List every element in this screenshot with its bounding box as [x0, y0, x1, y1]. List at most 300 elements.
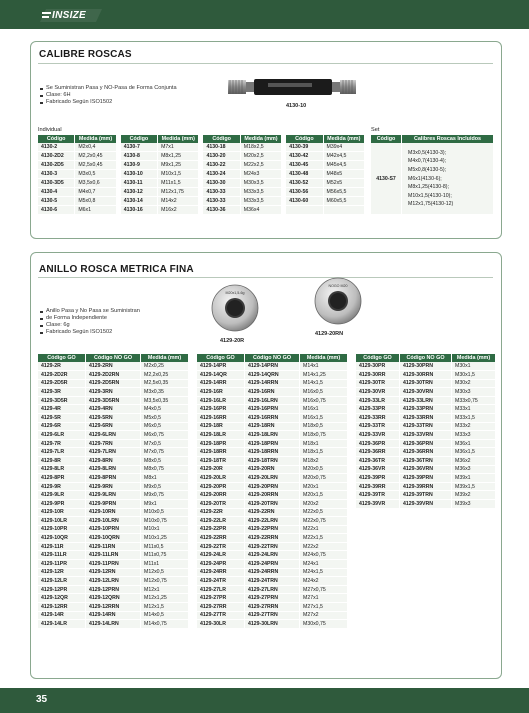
- table-row: [356, 500, 496, 509]
- cell-size: M18x1: [300, 440, 348, 449]
- table-row: [38, 197, 365, 206]
- table-row: [38, 380, 189, 389]
- ring-go-caption: 4129-20R: [220, 338, 245, 344]
- table-row: [38, 188, 365, 197]
- cell-code-go: 4129-36TR: [356, 457, 400, 466]
- col-header: Código: [371, 135, 402, 143]
- cell-size: M48x5: [324, 170, 365, 179]
- individual-label: Individual: [38, 127, 62, 133]
- cell-code: 4130-3: [38, 170, 75, 179]
- cell-code-go: 4129-33TR: [356, 423, 400, 432]
- cell-code-go: 4129-10QR: [38, 534, 86, 543]
- page-number: 35: [36, 694, 48, 705]
- cell-size: M22x2: [300, 543, 348, 552]
- cell-size: M18x2,5: [241, 143, 282, 152]
- bullet: Clase: 6g: [40, 322, 140, 329]
- cell-size: M4x0,5: [141, 405, 189, 414]
- cell-code-go: 4129-7R: [38, 440, 86, 449]
- cell-size: M22x2,5: [241, 161, 282, 170]
- cell-code-nogo: 4129-3RN: [86, 388, 141, 397]
- cell-size: M27x2: [300, 612, 348, 621]
- cell-code-go: 4129-20PR: [197, 483, 245, 492]
- cell-code-go: 4129-33LR: [356, 397, 400, 406]
- cell-code-nogo: 4129-36VRN: [400, 466, 452, 475]
- table-row: [197, 466, 348, 475]
- cell-size: M9x0,5: [141, 483, 189, 492]
- table-row: [38, 206, 365, 215]
- table-row: [38, 560, 189, 569]
- cell-code-go: 4129-2D2R: [38, 371, 86, 380]
- cell-size: M39x1: [452, 474, 496, 483]
- cell-code-nogo: 4129-6RN: [86, 423, 141, 432]
- set-item: M3x0,5(4130-3);: [408, 149, 447, 156]
- cell-code-go: 4129-33VR: [356, 431, 400, 440]
- section2-rule: [38, 277, 493, 278]
- col-header: Medida (mm): [158, 135, 199, 143]
- cell-code: 4130-24: [203, 170, 240, 179]
- cell-code: 4130-9: [121, 161, 158, 170]
- cell-code: 4130-3D5: [38, 179, 75, 188]
- table-row: [356, 405, 496, 414]
- cell-code: 4130-36: [203, 206, 240, 215]
- cell-code: 4130-18: [203, 143, 240, 152]
- cell-size: M36x4: [241, 206, 282, 215]
- table-row: [38, 371, 189, 380]
- cell-size: M16x0,75: [300, 397, 348, 406]
- cell-code-nogo: 4129-10RN: [86, 509, 141, 518]
- cell-code-nogo: 4129-2RN: [86, 362, 141, 371]
- cell-size: M14x1: [300, 362, 348, 371]
- table-row: [197, 586, 348, 595]
- plug-gauge-caption: 4130-10: [286, 103, 307, 109]
- cell-code-go: 4129-18R: [197, 423, 245, 432]
- set-item: M5x0,8(4130-5);: [408, 167, 447, 174]
- cell-size: M36x2: [452, 457, 496, 466]
- table-row: [197, 371, 348, 380]
- ring-nogo-caption: 4129-20RN: [315, 331, 344, 337]
- cell-code: 4130-8: [121, 152, 158, 161]
- table-row: [38, 612, 189, 621]
- cell-code-nogo: 4129-30RRN: [400, 371, 452, 380]
- table-row: [38, 474, 189, 483]
- cell-code-go: 4129-30VR: [356, 388, 400, 397]
- cell-size: M33x1: [452, 405, 496, 414]
- cell-size: M20x1: [300, 483, 348, 492]
- col-header: Medida (mm): [241, 135, 282, 143]
- col-header: Código NO GO: [400, 354, 452, 362]
- col-header: Calibres Roscas Incluidos: [402, 135, 494, 143]
- cell-code: 4130-2D5: [38, 161, 75, 170]
- col-header: Código GO: [356, 354, 400, 362]
- section1-rule: [38, 63, 493, 64]
- table-row: [356, 440, 496, 449]
- cell-code-nogo: 4129-24PRN: [245, 560, 300, 569]
- col-header: Medida (mm): [300, 354, 348, 362]
- cell-code-nogo: 4129-33VRN: [400, 431, 452, 440]
- table-row: [197, 560, 348, 569]
- table-row: [38, 594, 189, 603]
- cell-code-go: 4129-36RR: [356, 448, 400, 457]
- cell-size: M33x3: [452, 431, 496, 440]
- cell-code-go: 4129-14QR: [197, 371, 245, 380]
- cell-code-go: 4129-8LR: [38, 466, 86, 475]
- cell-size: M14x0,75: [141, 620, 189, 629]
- cell-size: M39x2: [452, 491, 496, 500]
- cell-code: 4130-12: [121, 188, 158, 197]
- cell-code-go: 4129-30TR: [356, 380, 400, 389]
- cell-size: M36x1: [452, 440, 496, 449]
- table-row: [197, 405, 348, 414]
- cell-code-go: 4129-10R: [38, 509, 86, 518]
- table-row: [197, 380, 348, 389]
- table-row: [197, 517, 348, 526]
- cell-code-go: 4129-11PR: [38, 560, 86, 569]
- cell-size: M33x0,75: [452, 397, 496, 406]
- cell-code-go: 4129-20R: [197, 466, 245, 475]
- cell-code-go: 4129-22RR: [197, 534, 245, 543]
- cell-code-nogo: 4129-36RRN: [400, 448, 452, 457]
- cell-code-nogo: 4129-6LRN: [86, 431, 141, 440]
- cell-code-go: 4129-24RR: [197, 569, 245, 578]
- cell-size: M16x0,5: [300, 388, 348, 397]
- cell-code: 4130-30: [203, 179, 240, 188]
- cell-size: M22x1,5: [300, 534, 348, 543]
- cell-code-go: 4129-22R: [197, 509, 245, 518]
- cell-size: M10x0,5: [141, 509, 189, 518]
- cell-code-go: 4129-11LR: [38, 551, 86, 560]
- cell-code: 4130-33: [203, 188, 240, 197]
- cell-code-go: 4129-18LR: [197, 431, 245, 440]
- cell-size: M16x1: [300, 405, 348, 414]
- cell-code-go: 4129-27RR: [197, 603, 245, 612]
- cell-code-nogo: 4129-30PRN: [400, 362, 452, 371]
- cell-code: 4130-5: [38, 197, 75, 206]
- cell-code-nogo: 4129-11RN: [86, 543, 141, 552]
- cell-code-nogo: 4129-24TRN: [245, 577, 300, 586]
- table-row: [38, 517, 189, 526]
- cell-code-go: 4129-18TR: [197, 457, 245, 466]
- cell-code: 4130-16: [121, 206, 158, 215]
- cell-size: M10x1,5: [158, 170, 199, 179]
- table-row: [197, 594, 348, 603]
- table-row: [356, 380, 496, 389]
- cell-size: M27x1,5: [300, 603, 348, 612]
- cell-code-nogo: 4129-16RRN: [245, 414, 300, 423]
- cell-code-nogo: 4129-2D5RN: [86, 380, 141, 389]
- cell-code-go: 4129-33RR: [356, 414, 400, 423]
- set-item: M12x1,75(4130-12): [408, 201, 454, 208]
- cell-size: M7x0,5: [141, 440, 189, 449]
- table-row: [356, 466, 496, 475]
- cell-code: 4130-11: [121, 179, 158, 188]
- cell-code-go: 4129-30RR: [356, 371, 400, 380]
- cell-code-go: 4129-14RR: [197, 380, 245, 389]
- cell-size: M30x3: [452, 388, 496, 397]
- section2-title: ANILLO ROSCA METRICA FINA: [39, 264, 194, 275]
- table-row: [197, 440, 348, 449]
- cell-code-nogo: 4129-22PRN: [245, 526, 300, 535]
- cell-code-go: 4129-16PR: [197, 405, 245, 414]
- cell-code-go: 4129-14LR: [38, 620, 86, 629]
- cell-code: 4130-42: [286, 152, 323, 161]
- table-row: [38, 534, 189, 543]
- cell-code-nogo: 4129-33RRN: [400, 414, 452, 423]
- cell-code-go: 4129-27PR: [197, 594, 245, 603]
- cell-code-go: 4129-18RR: [197, 448, 245, 457]
- cell-code: 4130-2: [38, 143, 75, 152]
- cell-code-nogo: 4129-10QRN: [86, 534, 141, 543]
- cell-code-go: 4129-3R: [38, 388, 86, 397]
- bullet: Se Suministran Pasa y NO-Pasa de Forma Conjunta: [40, 85, 177, 92]
- set-item: M6x1(4130-6);: [408, 175, 442, 182]
- set-item: M4x0,7(4130-4);: [408, 158, 447, 165]
- section1-title: CALIBRE ROSCAS: [39, 49, 132, 60]
- cell-size: M4x0,7: [75, 188, 116, 197]
- cell-code-go: 4129-8PR: [38, 474, 86, 483]
- ring-gauge-go-image: [210, 283, 260, 333]
- cell-code-go: 4129-33PR: [356, 405, 400, 414]
- table-row: [38, 509, 189, 518]
- cell-code-nogo: 4129-10LRN: [86, 517, 141, 526]
- cell-size: M9x1: [141, 500, 189, 509]
- cell-size: M8x0,75: [141, 466, 189, 475]
- cell-size: M18x0,75: [300, 431, 348, 440]
- cell-size: M33x3,5: [241, 197, 282, 206]
- cell-code: 4130-10: [121, 170, 158, 179]
- cell-size: M2,2x0,25: [141, 371, 189, 380]
- table-row: [356, 371, 496, 380]
- cell-code-nogo: 4129-39TRN: [400, 491, 452, 500]
- table-row: [38, 569, 189, 578]
- cell-code-go: 4129-30PR: [356, 362, 400, 371]
- cell-code-go: 4129-3D5R: [38, 397, 86, 406]
- set-item: M8x1,25(4130-8);: [408, 184, 449, 191]
- col-header: Código GO: [38, 354, 86, 362]
- cell-code-go: 4129-24LR: [197, 551, 245, 560]
- cell-size: M24x0,75: [300, 551, 348, 560]
- cell-size: M18x2: [300, 457, 348, 466]
- cell-code-nogo: 4129-18RN: [245, 423, 300, 432]
- table-row: [356, 431, 496, 440]
- cell-size: M30x2: [452, 380, 496, 389]
- cell-size: M9x1,25: [158, 161, 199, 170]
- cell-size: M39x3: [452, 500, 496, 509]
- table-row: [38, 500, 189, 509]
- table-row: [197, 414, 348, 423]
- cell-size: M52x5: [324, 179, 365, 188]
- table-row: [38, 543, 189, 552]
- cell-code-nogo: 4129-36TRN: [400, 457, 452, 466]
- cell-size: M16x2: [158, 206, 199, 215]
- cell-size: M7x0,75: [141, 448, 189, 457]
- ring-table-col3: [356, 354, 496, 509]
- cell-size: M24x1,5: [300, 569, 348, 578]
- table-row: [197, 620, 348, 629]
- table-row: [38, 405, 189, 414]
- cell-code-nogo: 4129-12RN: [86, 569, 141, 578]
- cell-code-nogo: 4129-10PRN: [86, 526, 141, 535]
- cell-size: M20x2,5: [241, 152, 282, 161]
- cell-code-nogo: 4129-9RN: [86, 483, 141, 492]
- cell-size: M30x0,75: [300, 620, 348, 629]
- cell-code-nogo: 4129-39RRN: [400, 483, 452, 492]
- cell-size: M8x1: [141, 474, 189, 483]
- cell-code-nogo: 4129-18TRN: [245, 457, 300, 466]
- table-row: [197, 569, 348, 578]
- cell-size: M39x1,5: [452, 483, 496, 492]
- cell-size: M10x1: [141, 526, 189, 535]
- cell-code: 4130-39: [286, 143, 323, 152]
- cell-size: M9x0,75: [141, 491, 189, 500]
- cell-code-nogo: 4129-14RRN: [245, 380, 300, 389]
- cell-code-go: 4129-27LR: [197, 586, 245, 595]
- cell-code-nogo: 4129-11LRN: [86, 551, 141, 560]
- set-label: Set: [371, 127, 380, 133]
- ring-table-col1: [38, 354, 189, 629]
- table-row: [38, 586, 189, 595]
- table-row: [197, 612, 348, 621]
- col-header: Código: [121, 135, 158, 143]
- cell-code: 4130-6: [38, 206, 75, 215]
- cell-size: M12x1,25: [141, 594, 189, 603]
- cell-code-nogo: 4129-8RN: [86, 457, 141, 466]
- cell-code-go: 4129-12QR: [38, 594, 86, 603]
- table-row: [197, 500, 348, 509]
- cell-size: M18x1,5: [300, 448, 348, 457]
- cell-size: M22x0,5: [300, 509, 348, 518]
- cell-size: M7x1: [158, 143, 199, 152]
- cell-code-nogo: 4129-14RN: [86, 612, 141, 621]
- cell-code-nogo: 4129-30TRN: [400, 380, 452, 389]
- cell-code-nogo: 4129-24LRN: [245, 551, 300, 560]
- cell-size: M3x0,5: [75, 170, 116, 179]
- cell-code: 4130-22: [203, 161, 240, 170]
- set-item: M10x1,5(4130-10);: [408, 192, 452, 199]
- table-row: [356, 397, 496, 406]
- cell-size: M12x1,5: [141, 603, 189, 612]
- cell-code-go: 4129-6R: [38, 423, 86, 432]
- table-row: [356, 414, 496, 423]
- cell-code-go: 4129-16LR: [197, 397, 245, 406]
- table-row: [38, 466, 189, 475]
- table-row: [197, 397, 348, 406]
- table-row: [38, 179, 365, 188]
- table-row: [38, 161, 365, 170]
- cell-code-nogo: 4129-33LRN: [400, 397, 452, 406]
- cell-size: M3,5x0,35: [141, 397, 189, 406]
- cell-size: M36x3: [452, 466, 496, 475]
- col-header: Código: [286, 135, 323, 143]
- cell-code-nogo: 4129-27LRN: [245, 586, 300, 595]
- cell-size: M3,5x0,6: [75, 179, 116, 188]
- cell-code-go: 4129-6LR: [38, 431, 86, 440]
- cell-size: M2x0,4: [75, 143, 116, 152]
- cell-size: M12x0,75: [141, 577, 189, 586]
- cell-size: M8x1,25: [158, 152, 199, 161]
- brand-name: INSIZE: [52, 10, 87, 21]
- cell-code-nogo: 4129-9LRN: [86, 491, 141, 500]
- cell-size: M39x4: [324, 143, 365, 152]
- cell-code-nogo: 4129-14QRN: [245, 371, 300, 380]
- cell-code-go: 4129-9R: [38, 483, 86, 492]
- set-code: 4130-S7: [371, 143, 402, 215]
- table-row: [197, 603, 348, 612]
- cell-code-nogo: 4129-27TRN: [245, 612, 300, 621]
- cell-size: M14x2: [158, 197, 199, 206]
- cell-size: M11x0,5: [141, 543, 189, 552]
- col-header: Medida (mm): [324, 135, 365, 143]
- table-row: [38, 388, 189, 397]
- cell-size: M33x2: [452, 423, 496, 432]
- table-row: [38, 397, 189, 406]
- cell-size: M2,5x0,45: [75, 161, 116, 170]
- calibre-individual-table: [38, 135, 365, 215]
- cell-size: M24x2: [300, 577, 348, 586]
- table-row: [197, 577, 348, 586]
- bullet-continuation: [40, 315, 140, 322]
- cell-code-nogo: 4129-16RN: [245, 388, 300, 397]
- table-row: [38, 152, 365, 161]
- cell-size: M24x1: [300, 560, 348, 569]
- cell-size: M14x1,25: [300, 371, 348, 380]
- cell-code-go: 4129-27TR: [197, 612, 245, 621]
- table-row: [197, 448, 348, 457]
- cell-code-go: 4129-36PR: [356, 440, 400, 449]
- cell-code: [286, 206, 323, 215]
- cell-code-go: 4129-9LR: [38, 491, 86, 500]
- cell-size: M11x1,5: [158, 179, 199, 188]
- table-row: [356, 457, 496, 466]
- cell-code-go: 4129-2D5R: [38, 380, 86, 389]
- cell-size: M22x0,75: [300, 517, 348, 526]
- cell-code-go: 4129-20TR: [197, 500, 245, 509]
- cell-code: 4130-33: [203, 197, 240, 206]
- cell-size: M20x2: [300, 500, 348, 509]
- ring-engraving: NOGO M20: [328, 284, 348, 288]
- cell-size: M2,2x0,45: [75, 152, 116, 161]
- cell-code: 4130-14: [121, 197, 158, 206]
- table-row: [197, 526, 348, 535]
- cell-size: M30x3,5: [241, 179, 282, 188]
- cell-size: M14x1,5: [300, 380, 348, 389]
- footer-bar: [0, 688, 529, 713]
- ring-table-col2: [197, 354, 348, 629]
- cell-code-go: 4129-12R: [38, 569, 86, 578]
- cell-code-nogo: 4129-39VRN: [400, 500, 452, 509]
- cell-code-nogo: 4129-33TRN: [400, 423, 452, 432]
- cell-size: M5x0,8: [75, 197, 116, 206]
- cell-size: M60x5,5: [324, 197, 365, 206]
- cell-code-nogo: 4129-12QRN: [86, 594, 141, 603]
- cell-code-nogo: 4129-20PRN: [245, 483, 300, 492]
- section1-bullets: [40, 85, 177, 106]
- table-row: [356, 483, 496, 492]
- table-row: [197, 474, 348, 483]
- bullet: Clase: 6H: [40, 92, 177, 99]
- cell-size: M12x1,75: [158, 188, 199, 197]
- cell-code-go: 4129-10LR: [38, 517, 86, 526]
- cell-code: 4130-48: [286, 170, 323, 179]
- cell-size: M12x1: [141, 586, 189, 595]
- col-header: Código NO GO: [245, 354, 300, 362]
- cell-code-nogo: 4129-7RN: [86, 440, 141, 449]
- cell-code-nogo: 4129-12PRN: [86, 586, 141, 595]
- cell-code: 4130-56: [286, 188, 323, 197]
- table-row: [197, 491, 348, 500]
- cell-size: M11x0,75: [141, 551, 189, 560]
- ring-gauge-nogo-image: [313, 276, 363, 326]
- cell-code-go: 4129-8R: [38, 457, 86, 466]
